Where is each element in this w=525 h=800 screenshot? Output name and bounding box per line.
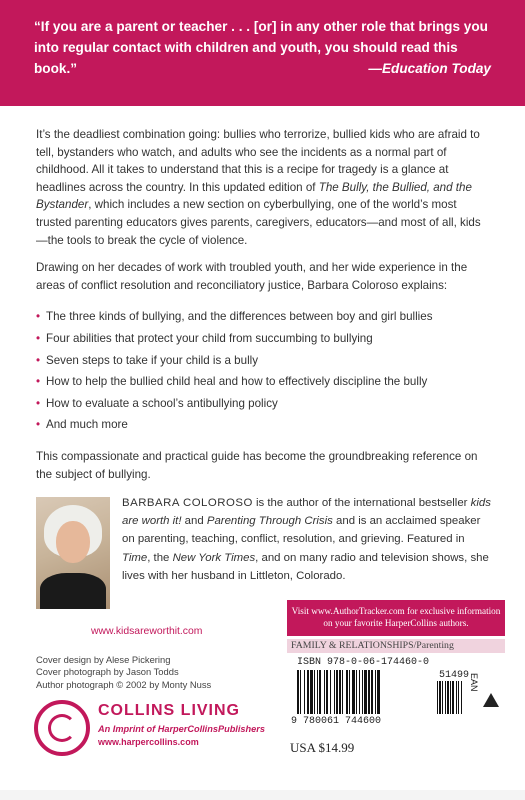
publisher-name: COLLINS LIVING bbox=[98, 702, 240, 719]
author-photo bbox=[36, 497, 110, 609]
quote-band bbox=[0, 0, 525, 106]
description-text: , which includes a new section on cyberbullying, one of the world’s most trusted parenting educators gives parents, caregivers, educators—and most of all, kids—the tools to break the cycle of violence. bbox=[36, 198, 481, 247]
barcode-digits: 9 780061 744600 bbox=[291, 716, 382, 727]
price-addon bbox=[437, 670, 471, 714]
barcode-bar bbox=[380, 670, 381, 714]
description-paragraph-1 bbox=[36, 126, 492, 249]
price-label: USA $14.99 bbox=[290, 740, 355, 755]
photo-shoulders bbox=[40, 573, 106, 609]
book-description bbox=[36, 126, 492, 483]
feature-list bbox=[36, 308, 492, 434]
book-title: The Bully, the Bullied, and the Bystander bbox=[36, 180, 472, 212]
bio-text: , and on many radio and television shows, she lives with her husband in Littleton, Colorado. bbox=[122, 551, 489, 582]
description-text: It’s the deadliest combination going: bullies who terrorize, bullied kids who are afraid to tell, bystanders who watch, and adults who see the incidents as a normal part of childhood. All it takes to understand that this is a recipe for tragedy is a glance at headlines across the country. In this updated edition of bbox=[36, 128, 480, 194]
description-paragraph-2: Drawing on her decades of work with troubled youth, and her wide experience in the areas of conflict resolution and reconciliatory justice, Barbara Coloroso explains: bbox=[36, 261, 468, 292]
isbn-barcode bbox=[297, 670, 432, 714]
publisher-url[interactable]: www.harpercollins.com bbox=[98, 737, 199, 747]
list-item: • How to help the bullied child heal and how to effectively discipline the bully bbox=[36, 373, 492, 391]
addon-number: 51499 bbox=[438, 670, 469, 681]
list-item: • Seven steps to take if your child is a bully bbox=[36, 352, 492, 370]
book-title: kids are worth it! bbox=[122, 497, 491, 528]
closing-paragraph: This compassionate and practical guide has become the groundbreaking reference on the subject of bullying. bbox=[36, 449, 478, 481]
bio-text: , the bbox=[147, 551, 173, 564]
media-title: Time bbox=[122, 551, 148, 564]
category-label: FAMILY & RELATIONSHIPS/Parenting bbox=[287, 639, 505, 653]
addon-barcode bbox=[437, 681, 471, 714]
photo-face bbox=[56, 521, 90, 563]
list-item: • And much more bbox=[36, 416, 492, 434]
credit-line: Author photograph © 2002 by Monty Nuss bbox=[36, 678, 212, 690]
bio-text: is the author of the international bestseller bbox=[252, 497, 471, 509]
list-item: • Four abilities that protect your child from succumbing to bullying bbox=[36, 330, 492, 348]
list-item: • The three kinds of bullying, and the differences between boy and girl bullies bbox=[36, 308, 492, 326]
barcode-area bbox=[287, 655, 505, 735]
triangle-icon bbox=[483, 693, 499, 707]
addon-bar bbox=[461, 681, 462, 714]
bio-text: and is an acclaimed speaker on parenting, teaching, conflict, resolution, and grieving. Featured in bbox=[122, 515, 481, 546]
book-title: Parenting Through Crisis bbox=[206, 515, 333, 528]
endorsement-quote bbox=[34, 16, 491, 79]
isbn-label: ISBN 978-0-06-174460-0 bbox=[297, 657, 430, 668]
logo-inner-ring bbox=[48, 714, 76, 742]
author-bio bbox=[122, 494, 494, 585]
ean-label: EAN bbox=[469, 673, 479, 692]
media-title: New York Times bbox=[172, 551, 256, 564]
author-name: BARBARA COLOROSO bbox=[122, 497, 253, 509]
quote-source: —Education Today bbox=[368, 61, 491, 76]
publisher-logo bbox=[34, 700, 274, 764]
author-website[interactable]: www.kidsareworthit.com bbox=[91, 626, 203, 637]
collins-logo-icon bbox=[34, 700, 90, 756]
quote-text: “If you are a parent or teacher . . . [or] in any other role that brings you into regular contact with children and youth, you should read this book.” bbox=[34, 19, 488, 76]
cover-credits bbox=[36, 654, 211, 691]
credit-line: Cover design by Alese Pickering bbox=[36, 654, 171, 665]
bio-text: and bbox=[181, 515, 207, 528]
author-tracker-box: Visit www.AuthorTracker.com for exclusive information on your favorite HarperCollins authors. bbox=[287, 600, 505, 636]
publisher-imprint: An Imprint of HarperCollinsPublishers bbox=[98, 724, 265, 734]
bottom-edge bbox=[0, 790, 525, 800]
credit-line: Cover photograph by Jason Todds bbox=[36, 666, 179, 678]
list-item: • How to evaluate a school’s antibullying policy bbox=[36, 395, 492, 413]
